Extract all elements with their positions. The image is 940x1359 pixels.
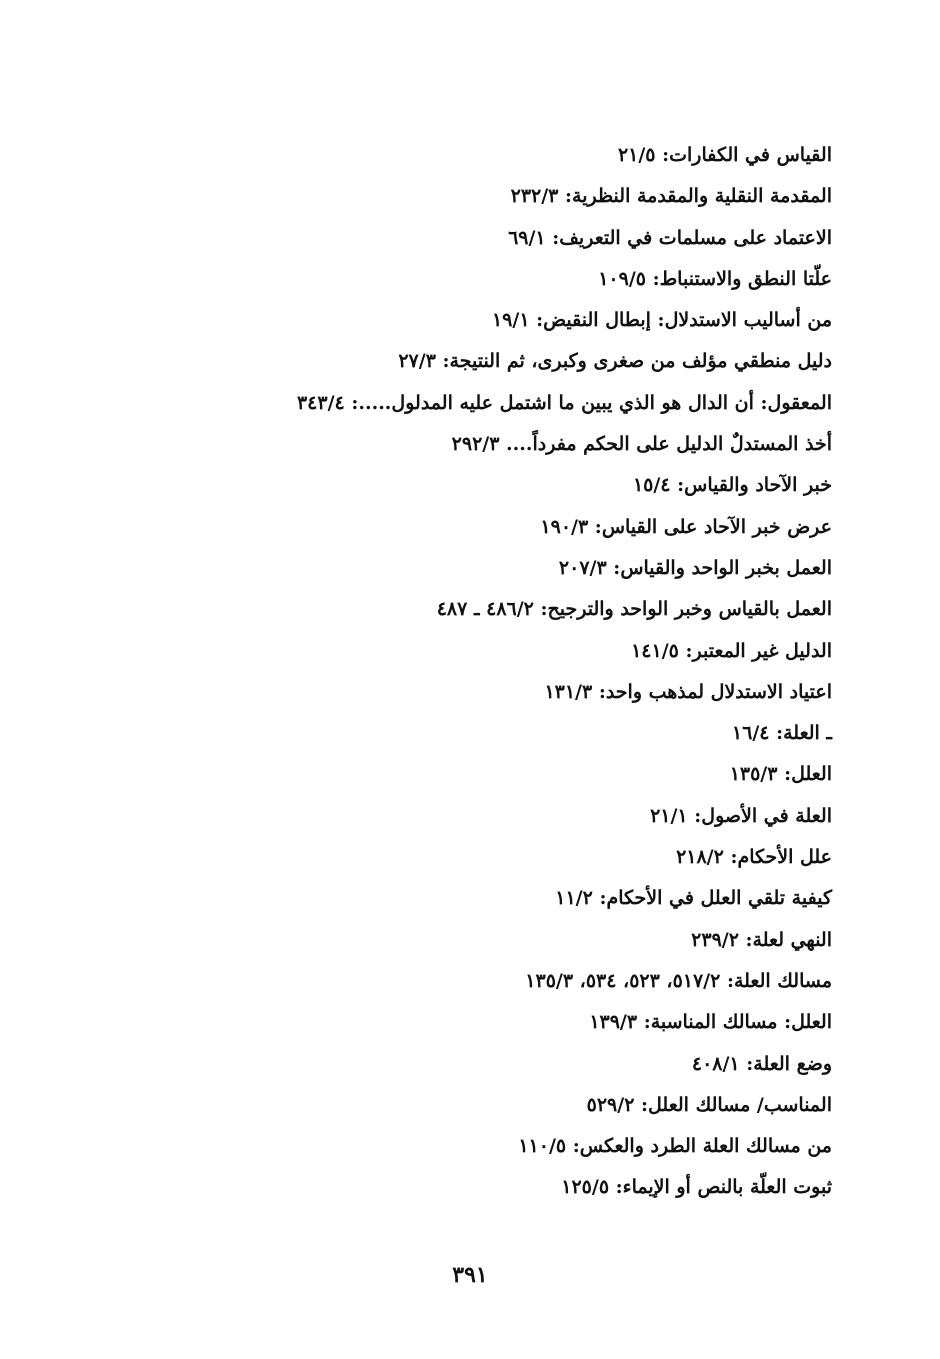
index-entry: أخذ المستدلٌ الدليل على الحكم مفرداً.... ٢٩٢/٣	[451, 433, 832, 456]
index-entry: دليل منطقي مؤلف من صغرى وكبرى، ثم النتيجة: ٢٧/٣	[398, 350, 832, 373]
index-entry: ثبوت العلّة بالنص أو الإيماء: ١٢٥/٥	[561, 1176, 832, 1199]
index-entry: العلة في الأصول: ٢١/١	[650, 804, 832, 827]
index-entry: عرض خبر الآحاد على القياس: ١٩٠/٣	[540, 515, 832, 538]
index-entry: العمل بالقياس وخبر الواحد والترجيح: ٤٨٦/٢ ـ ٤٨٧	[436, 598, 832, 621]
index-entry: الدليل غير المعتبر: ١٤١/٥	[631, 639, 832, 662]
index-entry: العلل: مسالك المناسبة: ١٣٩/٣	[589, 1011, 832, 1034]
index-entry: المعقول: أن الدال هو الذي يبين ما اشتمل عليه المدلول.....: ٣٤٣/٤	[296, 391, 832, 414]
index-entry: مسالك العلة: ٥١٧/٢، ٥٢٣، ٥٣٤، ١٣٥/٣	[525, 969, 832, 992]
index-entry: الاعتماد على مسلمات في التعريف: ٦٩/١	[508, 226, 832, 249]
index-entry: القياس في الكفارات: ٢١/٥	[617, 144, 832, 166]
index-entry: وضع العلة: ٤٠٨/١	[691, 1052, 832, 1075]
index-entry: كيفية تلقي العلل في الأحكام: ١١/٢	[555, 887, 832, 910]
index-entry: العلل: ١٣٥/٣	[729, 763, 832, 786]
index-entry: النهي لعلة: ٢٣٩/٢	[691, 928, 832, 951]
index-section-heading: ـ العلة: ١٦/٤	[731, 722, 832, 745]
index-entry: من أساليب الاستدلال: إبطال النقيض: ١٩/١	[491, 309, 832, 332]
index-entry: علّتا النطق والاستنباط: ١٠٩/٥	[598, 267, 832, 290]
index-entry: المقدمة النقلية والمقدمة النظرية: ٢٣٢/٣	[510, 185, 832, 208]
page-number: ٣٩١	[452, 1262, 488, 1288]
index-entry: العمل بخبر الواحد والقياس: ٢٠٧/٣	[558, 556, 832, 579]
index-entry: اعتياد الاستدلال لمذهب واحد: ١٣١/٣	[544, 680, 832, 703]
index-entry: خبر الآحاد والقياس: ١٥/٤	[632, 474, 832, 497]
index-entry: علل الأحكام: ٢١٨/٢	[676, 846, 832, 869]
index-entry: من مسالك العلة الطرد والعكس: ١١٠/٥	[518, 1135, 832, 1158]
index-entries	[112, 135, 832, 1209]
index-entry: المناسب/ مسالك العلل: ٥٢٩/٢	[586, 1093, 832, 1116]
